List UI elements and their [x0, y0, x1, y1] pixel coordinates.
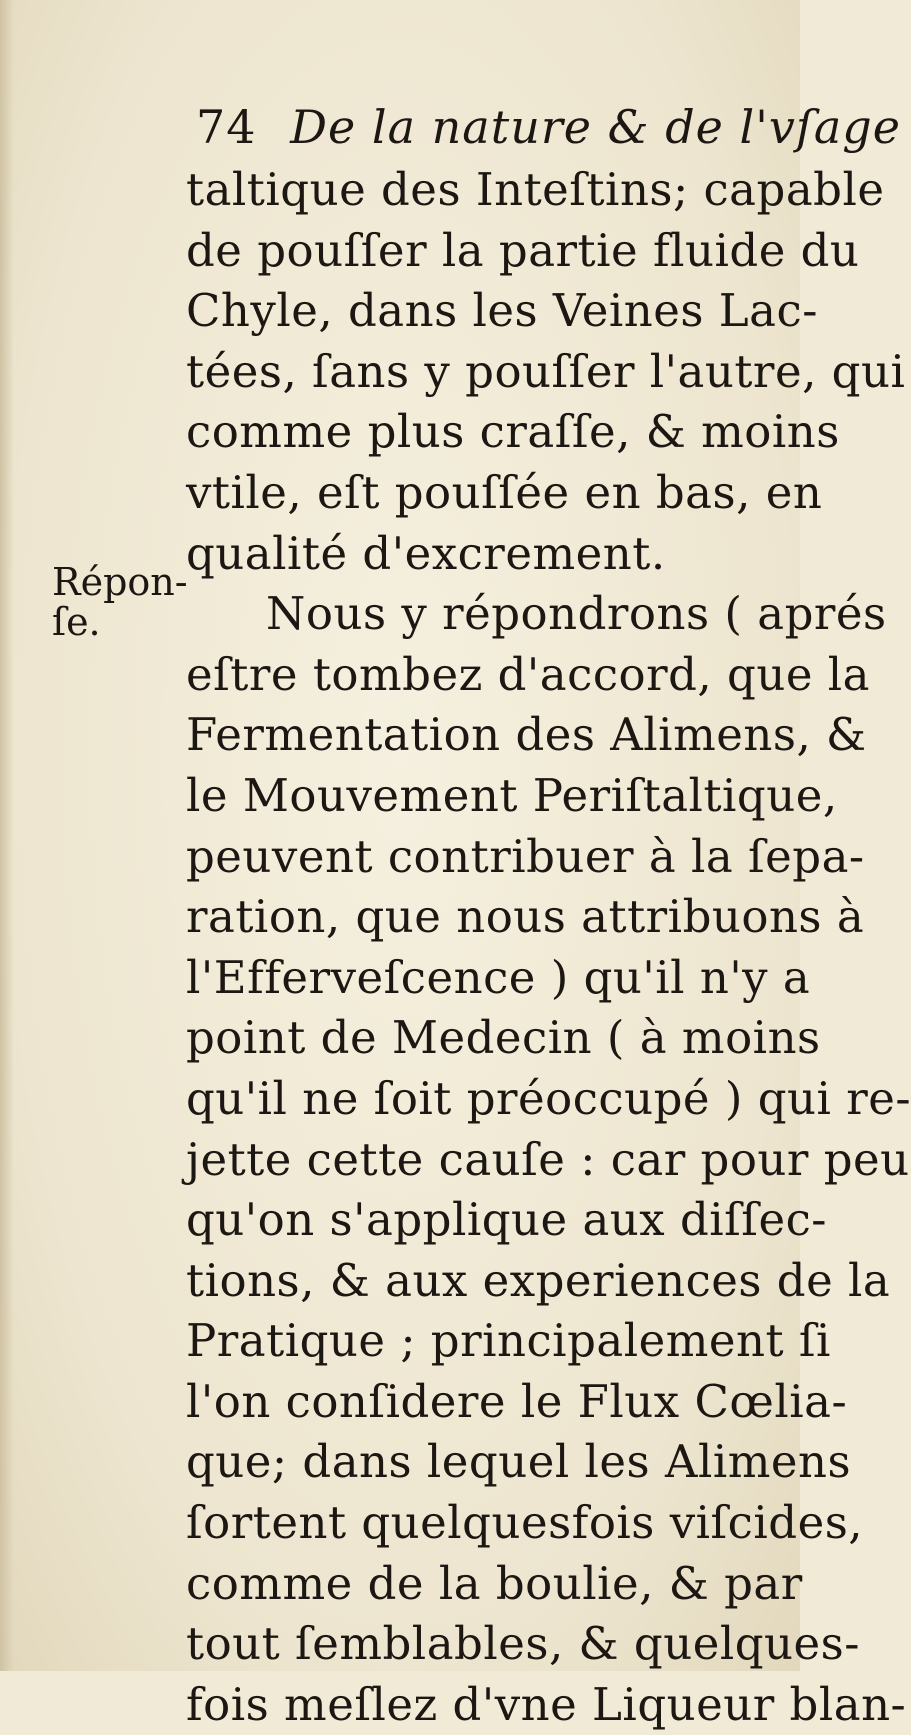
- text-line: Chyle, dans les Veines Lac-: [186, 284, 818, 338]
- running-header: [196, 100, 901, 154]
- text-line: peuvent contribuer à la ſepa-: [186, 829, 865, 883]
- text-line: l'on conſidere le Flux Cœlia-: [186, 1374, 848, 1428]
- text-line: le Mouvement Periſtaltique,: [186, 768, 838, 822]
- text-line: fois meſlez d'vne Liqueur blan-: [186, 1677, 907, 1731]
- text-line: point de Medecin ( à moins: [186, 1011, 821, 1065]
- text-line: eſtre tombez d'accord, que la: [186, 647, 870, 701]
- margin-note: [52, 562, 188, 642]
- text-line: ſortent quelquesfois viſcides,: [186, 1496, 864, 1550]
- text-line: vtile, eſt pouſſée en bas, en: [186, 465, 823, 519]
- text-line: qu'on s'applique aux diſſec-: [186, 1193, 827, 1247]
- body-text: [186, 160, 911, 1735]
- text-line: de pouſſer la partie fluide du: [186, 223, 860, 277]
- text-line: tout ſemblables, & quelques-: [186, 1617, 860, 1671]
- text-line: comme plus craſſe, & moins: [186, 405, 840, 459]
- page-number: 74: [196, 100, 257, 154]
- text-line: qu'il ne ſoit préoccupé ) qui re-: [186, 1071, 911, 1125]
- text-line: que; dans lequel les Alimens: [186, 1435, 852, 1489]
- text-line: qualité d'excrement.: [186, 526, 666, 580]
- text-line: ration, que nous attribuons à: [186, 890, 865, 944]
- text-line: Fermentation des Alimens, &: [186, 708, 867, 762]
- paragraph-start-line: Nous y répondrons ( aprés: [266, 587, 887, 641]
- text-line: comme de la boulie, & par: [186, 1556, 803, 1610]
- text-line: tées, ſans y pouſſer l'autre, qui: [186, 344, 906, 398]
- margin-note-line: Répon-: [52, 560, 188, 604]
- margin-note-line: ſe.: [52, 600, 101, 644]
- page-gutter-shadow: [0, 0, 14, 1671]
- text-line: Pratique ; principalement ſi: [186, 1314, 831, 1368]
- running-title: De la nature & de l'vſage: [290, 100, 901, 154]
- text-line: l'Efferveſcence ) qu'il n'y a: [186, 950, 811, 1004]
- text-line: taltique des Inteſtins; capable: [186, 163, 885, 216]
- text-line: tions, & aux experiences de la: [186, 1253, 891, 1307]
- text-line: jette cette cauſe : car pour peu: [186, 1132, 910, 1186]
